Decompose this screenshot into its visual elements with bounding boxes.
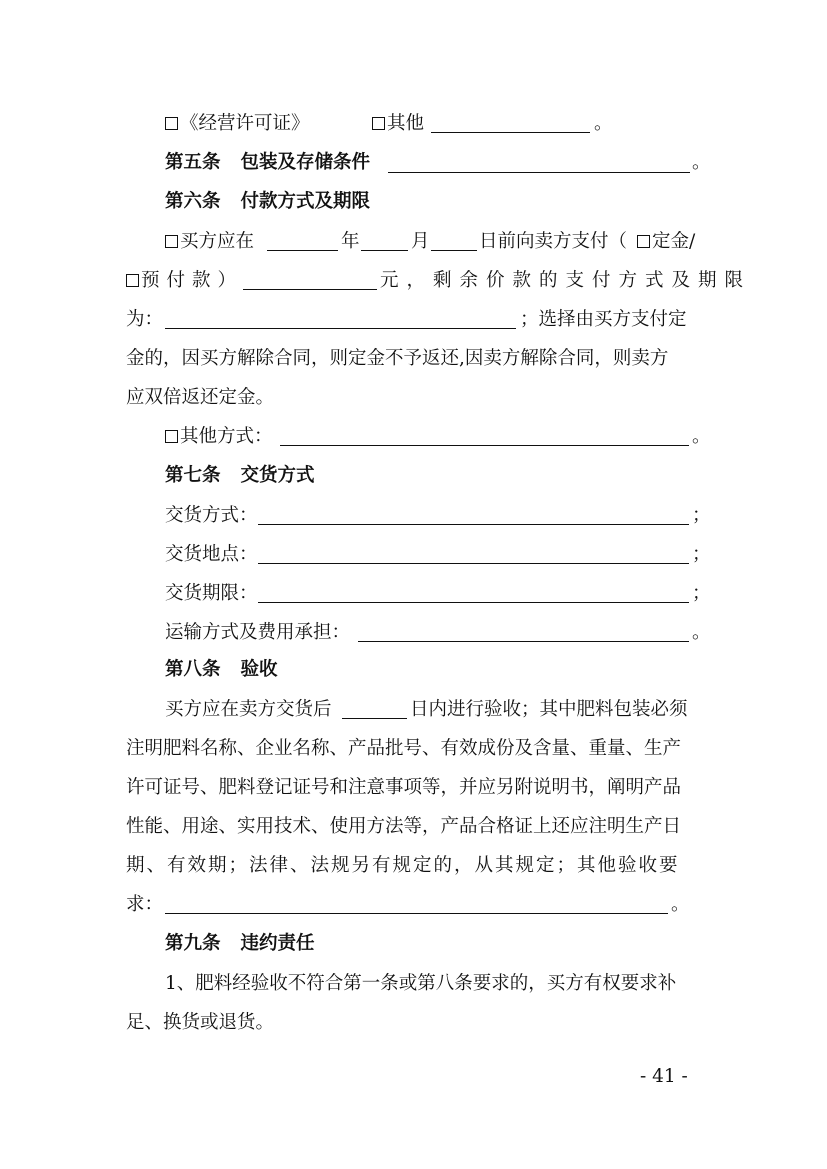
art6-other: 其他方式： [165, 422, 273, 452]
blank-transport[interactable] [358, 641, 689, 642]
blank-other-inspection[interactable] [165, 913, 668, 914]
blank-day[interactable] [431, 250, 477, 251]
transport-label: 运输方式及费用承担： [165, 622, 351, 643]
blank-delivery-method[interactable] [258, 524, 689, 525]
blank-inspection-days[interactable] [342, 718, 407, 719]
delivery-method-label: 交货方式： [165, 505, 258, 526]
delivery-place-label: 交货地点： [165, 544, 258, 565]
blank-year[interactable] [267, 250, 338, 251]
checkbox-icon[interactable] [165, 117, 178, 130]
blank-delivery-deadline[interactable] [258, 602, 689, 603]
checkbox-icon[interactable] [126, 274, 139, 287]
blank-storage-conditions[interactable] [388, 172, 690, 173]
deposit-option: 定金/ [637, 227, 695, 257]
blank-payment-terms[interactable] [165, 328, 516, 329]
art6-heading: 第六条 付款方式及期限 [165, 191, 371, 212]
delivery-deadline-label: 交货期限： [165, 583, 258, 604]
checkbox-icon[interactable] [372, 117, 385, 130]
checkbox-icon[interactable] [165, 430, 178, 443]
license-line [165, 109, 310, 139]
art9-heading: 第九条 违约责任 [165, 933, 315, 954]
page-number: - 41 - [640, 1066, 688, 1087]
blank-other-payment[interactable] [280, 445, 689, 446]
blank-delivery-place[interactable] [258, 563, 689, 564]
blank-license-other[interactable] [431, 132, 590, 133]
art5-heading: 第五条 包装及存储条件 [165, 152, 371, 173]
license-option-1: 《经营许可证》 [180, 113, 310, 134]
art7-heading: 第七条 交货方式 [165, 465, 315, 486]
art8-heading: 第八条 验收 [165, 659, 278, 680]
checkbox-icon[interactable] [165, 235, 178, 248]
art6-line1: 买方应在 [165, 227, 254, 257]
art6-line2: 预付款） [126, 266, 243, 296]
checkbox-icon[interactable] [637, 235, 650, 248]
blank-month[interactable] [361, 250, 408, 251]
blank-amount[interactable] [243, 289, 377, 290]
license-other: 其他 [372, 109, 424, 139]
